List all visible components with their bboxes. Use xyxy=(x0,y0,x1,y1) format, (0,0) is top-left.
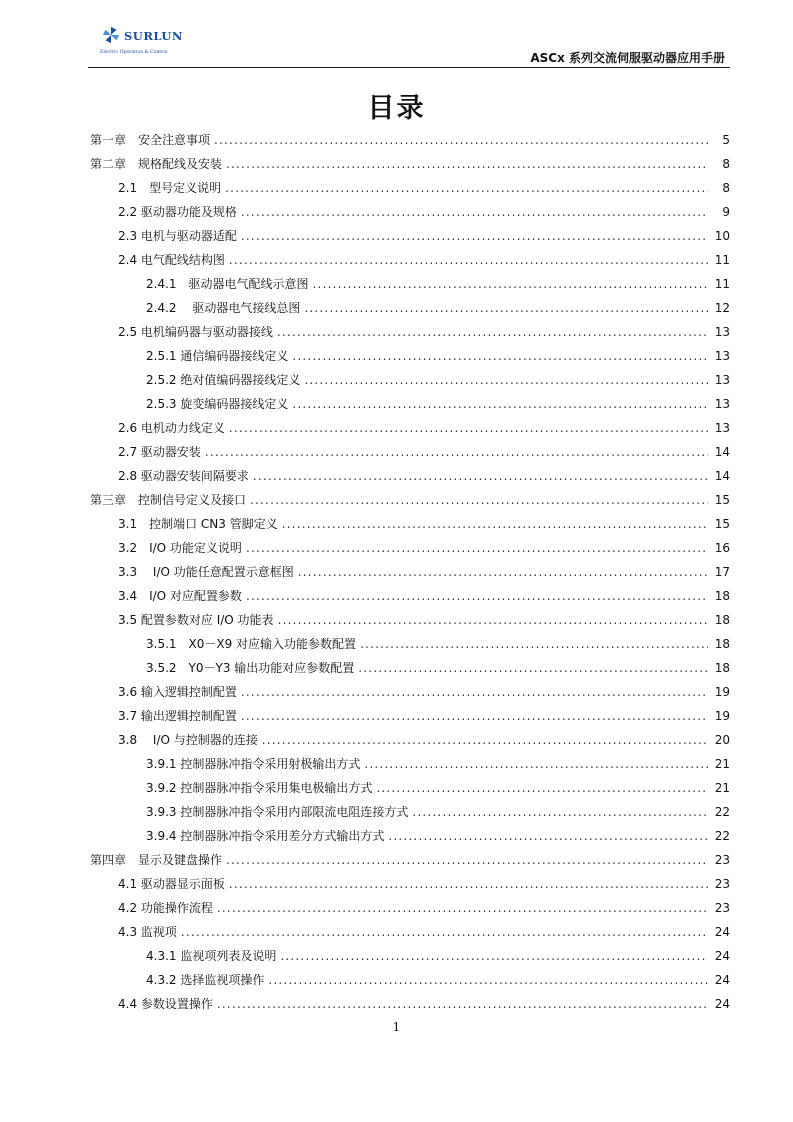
toc-entry-label: 3.3 I/O 功能任意配置示意框图 xyxy=(118,565,294,579)
toc-entry-label: 2.5.2 绝对值编码器接线定义 xyxy=(146,373,301,387)
table-of-contents xyxy=(90,128,730,1016)
toc-dot-leader xyxy=(253,464,708,488)
toc-entry-label: 2.4 电气配线结构图 xyxy=(118,253,225,267)
toc-entry[interactable] xyxy=(90,224,730,248)
toc-dot-leader xyxy=(225,176,708,200)
toc-entry-page: 10 xyxy=(714,229,730,243)
toc-entry[interactable] xyxy=(90,368,730,392)
toc-dot-leader xyxy=(304,368,708,392)
toc-entry-label: 3.9.1 控制器脉冲指令采用射极输出方式 xyxy=(146,757,361,771)
toc-dot-leader xyxy=(278,608,708,632)
toc-entry[interactable] xyxy=(90,248,730,272)
toc-entry[interactable] xyxy=(90,632,730,656)
toc-entry[interactable] xyxy=(90,752,730,776)
toc-entry[interactable] xyxy=(90,848,730,872)
toc-dot-leader xyxy=(214,128,708,152)
toc-entry[interactable] xyxy=(90,128,730,152)
toc-entry-page: 23 xyxy=(714,853,730,867)
toc-dot-leader xyxy=(360,632,708,656)
toc-entry[interactable] xyxy=(90,776,730,800)
toc-dot-leader xyxy=(246,536,708,560)
toc-entry-label: 3.8 I/O 与控制器的连接 xyxy=(118,733,258,747)
toc-dot-leader xyxy=(250,488,708,512)
toc-entry-page: 17 xyxy=(714,565,730,579)
toc-entry-page: 13 xyxy=(714,349,730,363)
toc-entry-page: 13 xyxy=(714,373,730,387)
toc-entry[interactable] xyxy=(90,296,730,320)
toc-entry[interactable] xyxy=(90,536,730,560)
toc-entry-label: 3.5 配置参数对应 I/O 功能表 xyxy=(118,613,274,627)
toc-entry-page: 18 xyxy=(714,589,730,603)
toc-entry-label: 2.2 驱动器功能及规格 xyxy=(118,205,237,219)
toc-entry-label: 4.3.1 监视项列表及说明 xyxy=(146,949,277,963)
toc-dot-leader xyxy=(282,512,708,536)
toc-entry[interactable] xyxy=(90,872,730,896)
manual-title: ASCx 系列交流伺服驱动器应用手册 xyxy=(530,51,725,65)
toc-entry[interactable] xyxy=(90,584,730,608)
toc-entry[interactable] xyxy=(90,824,730,848)
toc-dot-leader xyxy=(205,440,708,464)
toc-entry[interactable] xyxy=(90,512,730,536)
toc-entry[interactable] xyxy=(90,968,730,992)
toc-entry-page: 8 xyxy=(722,157,730,171)
toc-entry[interactable] xyxy=(90,704,730,728)
logo-tagline: Electric Operation & Control xyxy=(100,50,168,55)
toc-entry-page: 9 xyxy=(722,205,730,219)
toc-entry-page: 23 xyxy=(714,877,730,891)
toc-entry[interactable] xyxy=(90,200,730,224)
toc-dot-leader xyxy=(298,560,708,584)
toc-entry-label: 3.9.3 控制器脉冲指令采用内部限流电阻连接方式 xyxy=(146,805,409,819)
toc-entry-page: 13 xyxy=(714,325,730,339)
toc-entry[interactable] xyxy=(90,464,730,488)
toc-entry[interactable] xyxy=(90,416,730,440)
header-divider xyxy=(88,67,730,68)
toc-entry-page: 24 xyxy=(714,949,730,963)
toc-dot-leader xyxy=(241,704,708,728)
toc-dot-leader xyxy=(412,800,708,824)
toc-entry-page: 13 xyxy=(714,421,730,435)
toc-entry-page: 20 xyxy=(714,733,730,747)
toc-entry-page: 24 xyxy=(714,925,730,939)
toc-entry-page: 15 xyxy=(714,493,730,507)
toc-entry-page: 14 xyxy=(714,445,730,459)
toc-entry[interactable] xyxy=(90,992,730,1016)
toc-entry-label: 2.3 电机与驱动器适配 xyxy=(118,229,237,243)
toc-entry-label: 3.4 I/O 对应配置参数 xyxy=(118,589,242,603)
toc-entry-page: 8 xyxy=(722,181,730,195)
toc-entry[interactable] xyxy=(90,152,730,176)
toc-dot-leader xyxy=(181,920,708,944)
toc-entry[interactable] xyxy=(90,176,730,200)
toc-entry-page: 24 xyxy=(714,997,730,1011)
toc-entry[interactable] xyxy=(90,944,730,968)
toc-entry-label: 3.6 输入逻辑控制配置 xyxy=(118,685,237,699)
toc-entry[interactable] xyxy=(90,920,730,944)
toc-entry-label: 4.3 监视项 xyxy=(118,925,177,939)
toc-entry-page: 19 xyxy=(714,709,730,723)
toc-entry-label: 2.5.3 旋变编码器接线定义 xyxy=(146,397,289,411)
toc-entry[interactable] xyxy=(90,656,730,680)
toc-entry[interactable] xyxy=(90,680,730,704)
toc-dot-leader xyxy=(313,272,708,296)
toc-dot-leader xyxy=(277,320,708,344)
toc-dot-leader xyxy=(358,656,708,680)
toc-entry-label: 2.1 型号定义说明 xyxy=(118,181,222,195)
toc-entry-label: 3.9.4 控制器脉冲指令采用差分方式输出方式 xyxy=(146,829,385,843)
toc-entry[interactable] xyxy=(90,608,730,632)
toc-entry-label: 4.3.2 选择监视项操作 xyxy=(146,973,265,987)
toc-dot-leader xyxy=(292,344,708,368)
toc-dot-leader xyxy=(229,248,708,272)
toc-entry-page: 13 xyxy=(714,397,730,411)
page-title: 目录 xyxy=(367,93,426,124)
toc-entry-label: 3.2 I/O 功能定义说明 xyxy=(118,541,242,555)
toc-entry-label: 2.6 电机动力线定义 xyxy=(118,421,225,435)
toc-entry-label: 3.5.1 X0－X9 对应输入功能参数配置 xyxy=(146,637,357,651)
toc-dot-leader xyxy=(246,584,708,608)
toc-entry-label: 4.4 参数设置操作 xyxy=(118,997,213,1011)
toc-entry-page: 22 xyxy=(714,805,730,819)
toc-dot-leader xyxy=(217,992,708,1016)
logo-pinwheel-icon xyxy=(102,26,120,44)
toc-dot-leader xyxy=(364,752,708,776)
toc-entry-label: 2.7 驱动器安装 xyxy=(118,445,201,459)
toc-entry-page: 18 xyxy=(714,661,730,675)
toc-entry-page: 5 xyxy=(722,133,730,147)
toc-entry[interactable] xyxy=(90,272,730,296)
toc-dot-leader xyxy=(292,392,708,416)
toc-entry[interactable] xyxy=(90,896,730,920)
toc-entry-label: 第四章 显示及键盘操作 xyxy=(90,853,223,867)
toc-dot-leader xyxy=(388,824,708,848)
toc-entry-label: 2.4.1 驱动器电气配线示意图 xyxy=(146,277,309,291)
toc-entry-label: 4.1 驱动器显示面板 xyxy=(118,877,225,891)
page-number: 1 xyxy=(392,1020,401,1034)
toc-entry-label: 第三章 控制信号定义及接口 xyxy=(90,493,247,507)
toc-entry[interactable] xyxy=(90,440,730,464)
toc-entry-page: 12 xyxy=(714,301,730,315)
toc-entry-page: 23 xyxy=(714,901,730,915)
toc-entry[interactable] xyxy=(90,800,730,824)
toc-entry-label: 4.2 功能操作流程 xyxy=(118,901,213,915)
toc-entry-label: 第一章 安全注意事项 xyxy=(90,133,211,147)
toc-dot-leader xyxy=(241,680,708,704)
logo-name: SURLUN xyxy=(124,29,183,43)
toc-dot-leader xyxy=(229,416,708,440)
toc-dot-leader xyxy=(376,776,708,800)
toc-entry-label: 3.7 输出逻辑控制配置 xyxy=(118,709,237,723)
toc-dot-leader xyxy=(304,296,708,320)
toc-dot-leader xyxy=(280,944,708,968)
toc-entry-page: 21 xyxy=(714,757,730,771)
toc-dot-leader xyxy=(241,224,708,248)
toc-dot-leader xyxy=(226,848,708,872)
toc-dot-leader xyxy=(229,872,708,896)
toc-entry-label: 2.8 驱动器安装间隔要求 xyxy=(118,469,249,483)
toc-dot-leader xyxy=(241,200,708,224)
toc-dot-leader xyxy=(262,728,708,752)
toc-entry-label: 第二章 规格配线及安装 xyxy=(90,157,223,171)
toc-dot-leader xyxy=(217,896,708,920)
toc-entry[interactable] xyxy=(90,488,730,512)
toc-entry-label: 2.5.1 通信编码器接线定义 xyxy=(146,349,289,363)
toc-entry-label: 2.4.2 驱动器电气接线总图 xyxy=(146,301,301,315)
toc-entry-label: 3.1 控制端口 CN3 管脚定义 xyxy=(118,517,278,531)
toc-entry-page: 14 xyxy=(714,469,730,483)
toc-entry-page: 18 xyxy=(714,637,730,651)
toc-entry[interactable] xyxy=(90,392,730,416)
toc-entry[interactable] xyxy=(90,728,730,752)
toc-entry-label: 3.5.2 Y0－Y3 输出功能对应参数配置 xyxy=(146,661,355,675)
toc-entry-label: 2.5 电机编码器与驱动器接线 xyxy=(118,325,273,339)
toc-entry-page: 19 xyxy=(714,685,730,699)
toc-entry-page: 15 xyxy=(714,517,730,531)
toc-dot-leader xyxy=(226,152,708,176)
toc-entry[interactable] xyxy=(90,320,730,344)
toc-entry[interactable] xyxy=(90,560,730,584)
toc-entry-page: 18 xyxy=(714,613,730,627)
toc-entry[interactable] xyxy=(90,344,730,368)
toc-entry-page: 21 xyxy=(714,781,730,795)
toc-entry-label: 3.9.2 控制器脉冲指令采用集电极输出方式 xyxy=(146,781,373,795)
toc-entry-page: 24 xyxy=(714,973,730,987)
toc-entry-page: 11 xyxy=(714,253,730,267)
toc-dot-leader xyxy=(268,968,708,992)
toc-entry-page: 11 xyxy=(714,277,730,291)
company-logo xyxy=(98,20,186,62)
toc-entry-page: 16 xyxy=(714,541,730,555)
toc-entry-page: 22 xyxy=(714,829,730,843)
